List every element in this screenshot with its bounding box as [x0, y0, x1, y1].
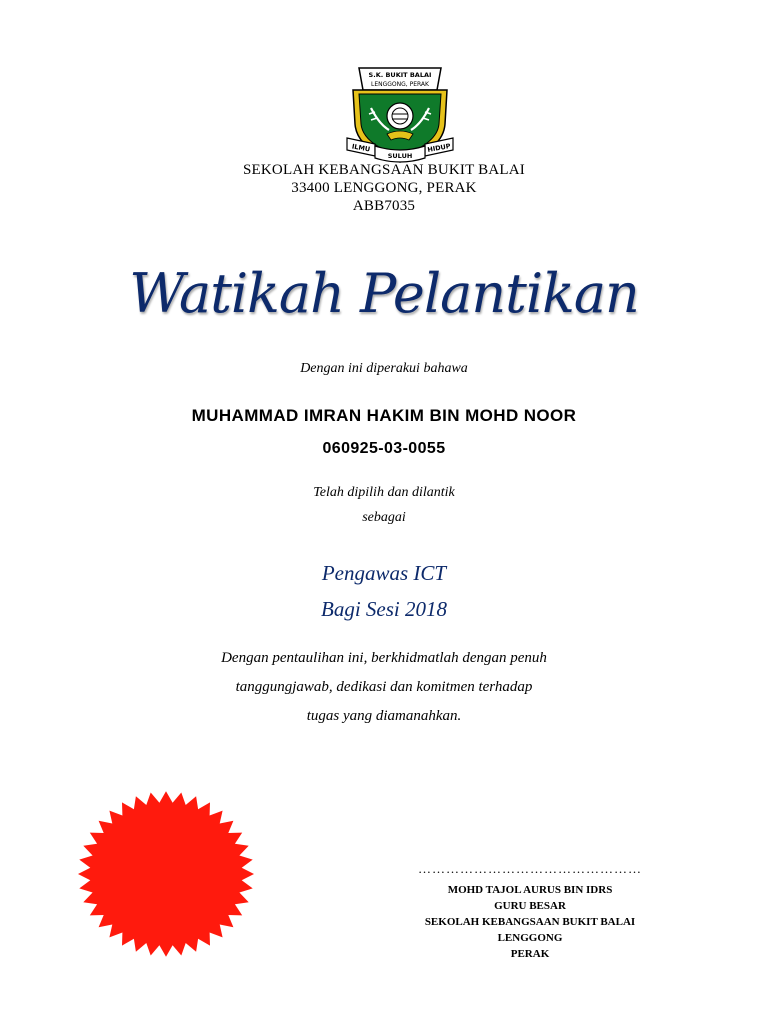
as-text: sebagai — [362, 510, 406, 525]
school-name: SEKOLAH KEBANGSAAN BUKIT BALAI — [243, 162, 525, 178]
certificate-title: Watikah Pelantikan — [129, 262, 639, 325]
pledge-line: tanggungjawab, dedikasi dan komitmen terhadap — [235, 679, 533, 695]
signatory-name: MOHD TAJOL AURUS BIN IDRS — [447, 884, 613, 896]
selected-text: Telah dipilih dan dilantik — [313, 485, 455, 500]
signatory-town: LENGGONG — [497, 932, 563, 944]
session-year: Bagi Sesi 2018 — [321, 597, 447, 621]
certify-text: Dengan ini diperakui bahawa — [300, 361, 468, 376]
signature-line: ………………………………………… — [418, 861, 642, 876]
signature-block — [395, 862, 665, 962]
school-code: ABB7035 — [352, 198, 416, 214]
school-crest — [345, 64, 455, 168]
signatory-state: PERAK — [510, 948, 550, 960]
crest-motto-left: ILMU — [351, 142, 371, 154]
signatory-school: SEKOLAH KEBANGSAAN BUKIT BALAI — [424, 916, 636, 928]
crest-banner-line2: LENGGONG, PERAK — [371, 81, 429, 88]
signatory-position: GURU BESAR — [494, 900, 566, 912]
student-name: MUHAMMAD IMRAN HAKIM BIN MOHD NOOR — [191, 406, 577, 425]
pledge-line: Dengan pentaulihan ini, berkhidmatlah dengan penuh — [221, 650, 547, 666]
red-seal-sticker — [74, 790, 258, 958]
school-address: 33400 LENGGONG, PERAK — [291, 180, 477, 196]
appointed-role: Pengawas ICT — [321, 561, 447, 585]
crest-motto-right: HIDUP — [426, 142, 452, 154]
crest-motto-center: SULUH — [387, 152, 413, 160]
student-id: 060925-03-0055 — [322, 440, 446, 457]
pledge-line: tugas yang diamanahkan. — [306, 708, 462, 724]
crest-banner-line1: S.K. BUKIT BALAI — [368, 71, 432, 79]
